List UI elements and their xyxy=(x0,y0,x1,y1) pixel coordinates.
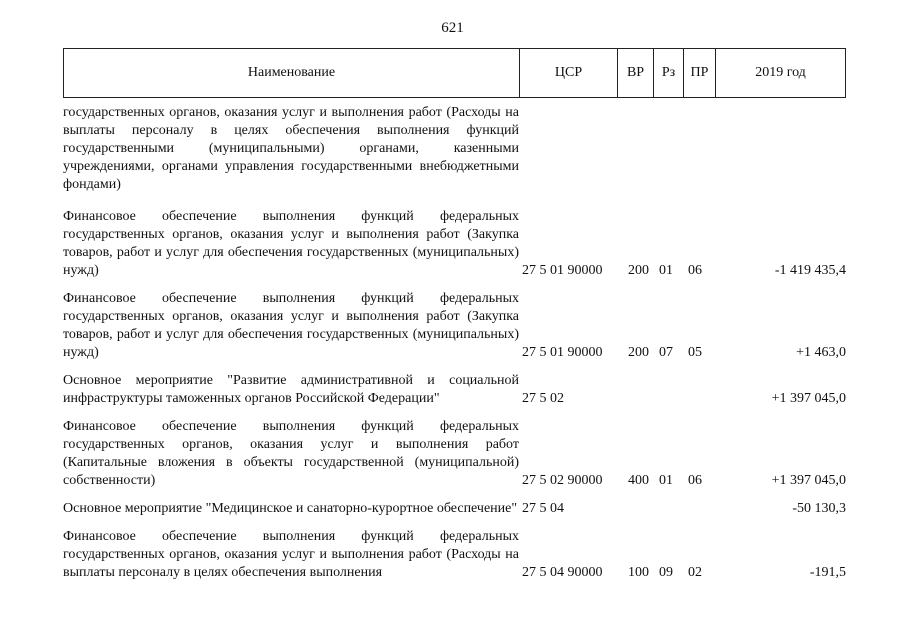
header-vr: ВР xyxy=(618,49,654,97)
row-amount: +1 463,0 xyxy=(796,345,846,360)
row-vr: 200 xyxy=(628,345,649,360)
table-body xyxy=(63,104,853,582)
row-vr: 200 xyxy=(628,263,649,278)
row-csr: 27 5 01 90000 xyxy=(522,263,603,278)
header-name: Наименование xyxy=(64,49,520,97)
row-name: Финансовое обеспечение выполнения функций федеральных государственных органов, оказания услуг и выполнения работ (Закупка товаров, работ и услуг для обеспечения государственных (муниципальных) нужд) xyxy=(63,291,519,360)
row-csr: 27 5 02 90000 xyxy=(522,473,603,488)
row-amount: -50 130,3 xyxy=(792,501,846,516)
row-pr: 05 xyxy=(688,345,702,360)
row-name: Финансовое обеспечение выполнения функций федеральных государственных органов, оказания услуг и выполнения работ (Капитальные вложения в объекты государственной (муниципальной) собственности) xyxy=(63,419,519,488)
row-name: Финансовое обеспечение выполнения функций федеральных государственных органов, оказания услуг и выполнения работ (Расходы на выплаты персоналу в целях обеспечения выполнения xyxy=(63,529,519,580)
row-amount: -1 419 435,4 xyxy=(774,263,846,278)
header-csr: ЦСР xyxy=(520,49,618,97)
row-rz: 01 xyxy=(659,263,673,278)
row-amount: +1 397 045,0 xyxy=(771,391,846,406)
header-year: 2019 год xyxy=(755,65,806,80)
row-rz: 09 xyxy=(659,565,673,580)
table-row xyxy=(63,290,853,362)
row-csr: 27 5 02 xyxy=(522,391,564,406)
row-pr: 06 xyxy=(688,473,702,488)
table-row xyxy=(63,528,853,582)
row-name: Основное мероприятие "Медицинское и санаторно-курортное обеспечение" xyxy=(63,501,518,516)
header-rz: Рз xyxy=(654,49,684,97)
table-row xyxy=(63,104,853,194)
row-csr: 27 5 04 xyxy=(522,501,564,516)
row-pr: 02 xyxy=(688,565,702,580)
row-pr: 06 xyxy=(688,263,702,278)
table-header xyxy=(63,48,846,98)
row-rz: 01 xyxy=(659,473,673,488)
row-vr: 400 xyxy=(628,473,649,488)
table-row xyxy=(63,208,853,280)
row-csr: 27 5 04 90000 xyxy=(522,565,603,580)
row-name: Основное мероприятие "Развитие административной и социальной инфраструктуры таможенных органов Российской Федерации" xyxy=(63,373,519,406)
table-row xyxy=(63,418,853,490)
row-rz: 07 xyxy=(659,345,673,360)
row-csr: 27 5 01 90000 xyxy=(522,345,603,360)
table-row xyxy=(63,372,853,408)
page-number: 621 xyxy=(441,20,464,36)
header-pr: ПР xyxy=(684,49,716,97)
row-name: Финансовое обеспечение выполнения функций федеральных государственных органов, оказания услуг и выполнения работ (Закупка товаров, работ и услуг для обеспечения государственных (муниципальных) нужд) xyxy=(63,209,519,278)
row-amount: +1 397 045,0 xyxy=(771,473,846,488)
table-row xyxy=(63,500,853,518)
row-name: государственных органов, оказания услуг и выполнения работ (Расходы на выплаты персоналу в целях обеспечения выполнения функций государственными (муниципальными) органами, казенными учреждениями, органами управления государственными внебюджетными фондами) xyxy=(63,105,519,192)
row-vr: 100 xyxy=(628,565,649,580)
row-amount: -191,5 xyxy=(809,565,846,580)
